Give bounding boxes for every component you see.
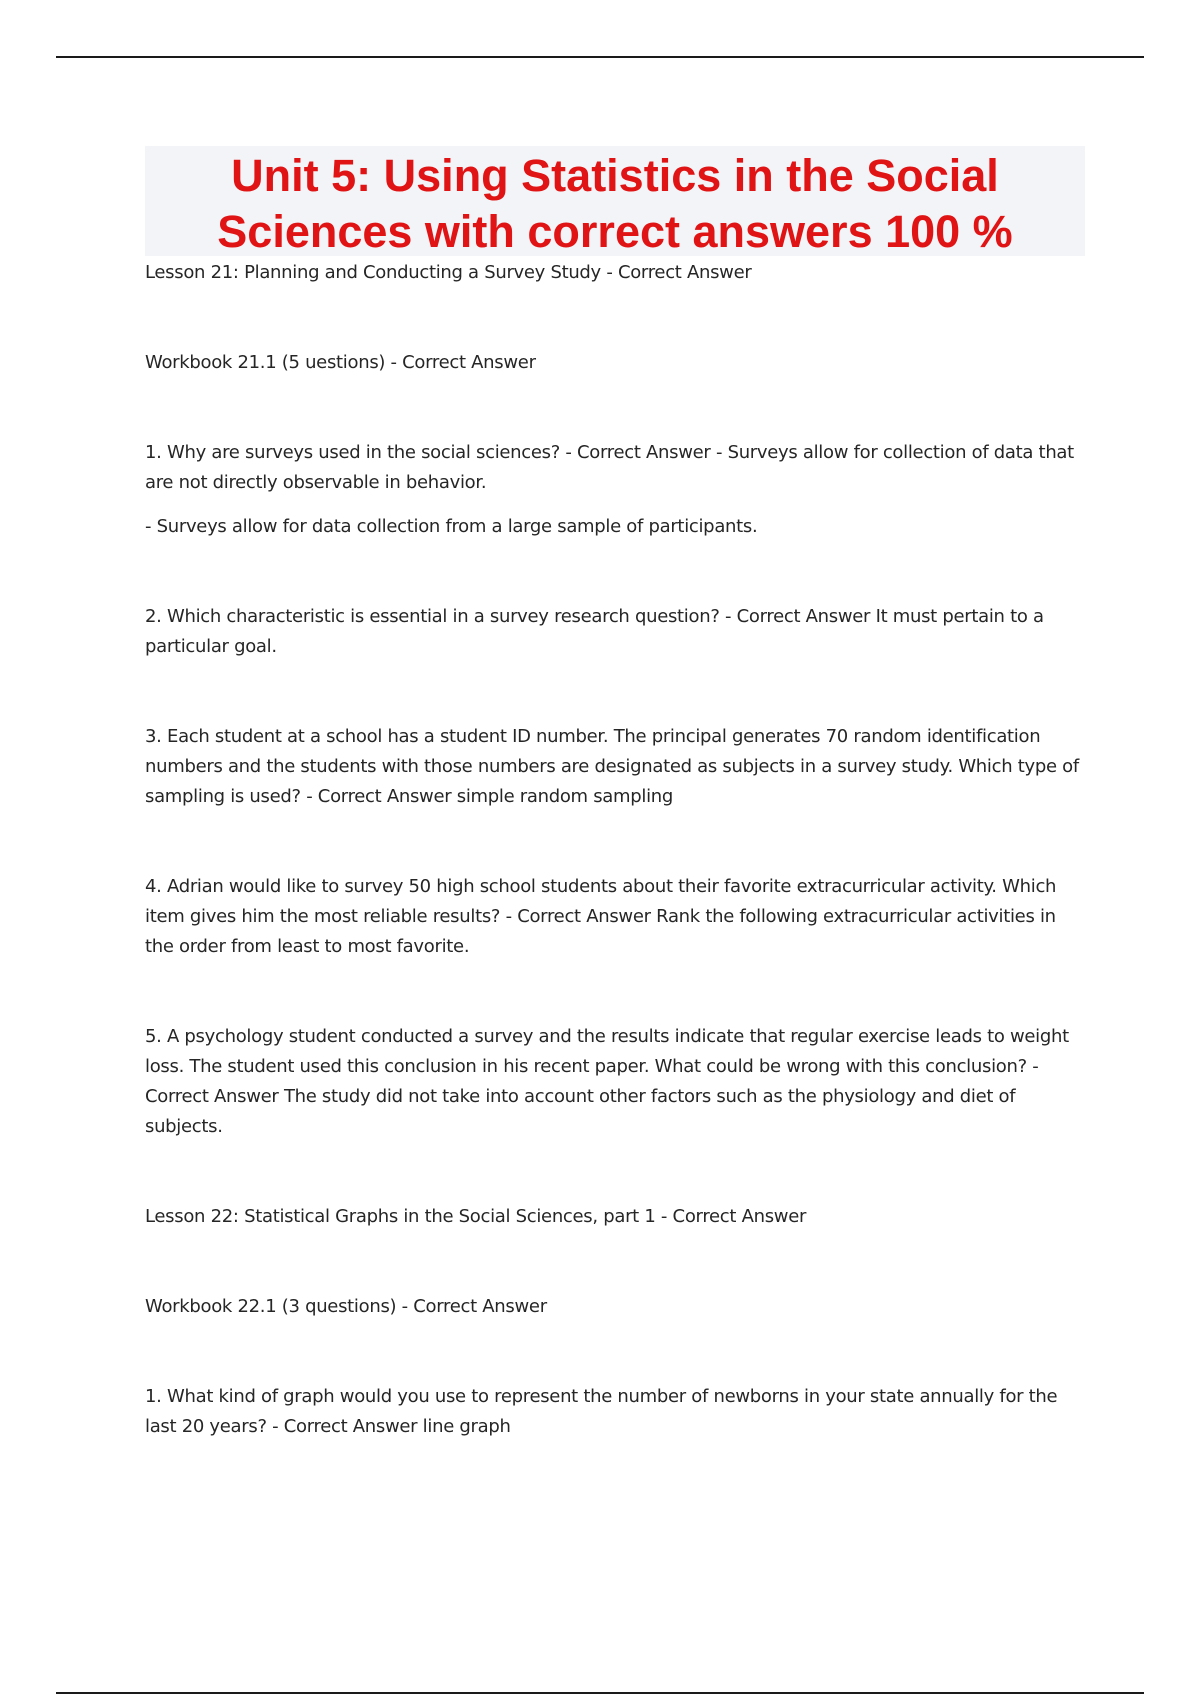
question-22-1: 1. What kind of graph would you use to represent the number of newborns in your state annually for the last 20 years? - Correct Answer line graph xyxy=(145,1386,1058,1437)
question-21-4: 4. Adrian would like to survey 50 high school students about their favorite extracurricular activity. Which item gives him the most reliable results? - Correct Answer Rank the following extracurricular activities in the order from least to most favorite. xyxy=(145,876,1057,957)
lesson-21-heading: Lesson 21: Planning and Conducting a Survey Study - Correct Answer xyxy=(145,262,752,283)
question-21-3: 3. Each student at a school has a student ID number. The principal generates 70 random identification numbers and the students with those numbers are designated as subjects in a survey study. Which type of sampling is used? - Correct Answer simple random sampling xyxy=(145,726,1079,807)
question-21-1-extra: - Surveys allow for data collection from a large sample of participants. xyxy=(145,516,758,537)
title-line-1: Unit 5: Using Statistics in the Social xyxy=(231,150,999,201)
bottom-rule xyxy=(56,1692,1144,1694)
workbook-21-1-heading: Workbook 21.1 (5 uestions) - Correct Answer xyxy=(145,352,536,373)
workbook-22-1-heading: Workbook 22.1 (3 questions) - Correct Answer xyxy=(145,1296,547,1317)
lesson-22-heading: Lesson 22: Statistical Graphs in the Social Sciences, part 1 - Correct Answer xyxy=(145,1206,807,1227)
top-rule xyxy=(56,56,1144,58)
question-21-5: 5. A psychology student conducted a survey and the results indicate that regular exercise leads to weight loss. The student used this conclusion in his recent paper. What could be wrong with this conclusion? - Correct Answer The study did not take into account other factors such as the physiology and diet of subjects. xyxy=(145,1026,1069,1137)
question-21-2: 2. Which characteristic is essential in a survey research question? - Correct Answer It must pertain to a particular goal. xyxy=(145,606,1044,657)
document-body xyxy=(145,146,1085,1442)
title-line-2: Sciences with correct answers 100 % xyxy=(217,206,1013,257)
question-21-1: 1. Why are surveys used in the social sciences? - Correct Answer - Surveys allow for collection of data that are not directly observable in behavior. xyxy=(145,442,1074,493)
document-title xyxy=(145,146,1085,256)
